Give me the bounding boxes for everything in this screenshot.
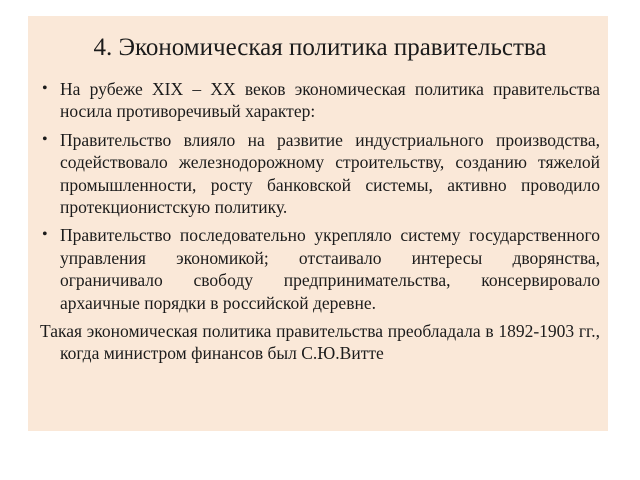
presentation-slide: [28, 16, 608, 431]
bullet-dot-icon: •: [42, 130, 48, 148]
bullet-text: Правительство влияло на развитие индустриального производства, содействовало железнодорожному строительству, созданию тяжелой промышленности, росту банковской системы, активно проводило протекционистскую политику.: [60, 129, 600, 218]
bullet-dot-icon: •: [42, 80, 48, 97]
bullet-text: На рубеже XIX – XX веков экономическая политика правительства носила противоречивый характер:: [60, 79, 600, 122]
slide-title: 4. Экономическая политика правительства: [93, 34, 547, 61]
bullet-text: Правительство последовательно укрепляло систему государственного управления экономикой; отстаивало интересы дворянства, ограничивало свободу предпринимательства, консервировало архаичные порядки в российской деревне.: [60, 225, 600, 313]
bullet-dot-icon: •: [42, 226, 48, 244]
footer-paragraph: Такая экономическая политика правительства преобладала в 1892-1903 гг., когда министром финансов был С.Ю.Витте: [40, 321, 600, 364]
bullet-list: [40, 78, 600, 314]
bullet-item: [40, 78, 600, 123]
bullet-item: [40, 129, 600, 219]
bullet-item: [40, 224, 600, 314]
